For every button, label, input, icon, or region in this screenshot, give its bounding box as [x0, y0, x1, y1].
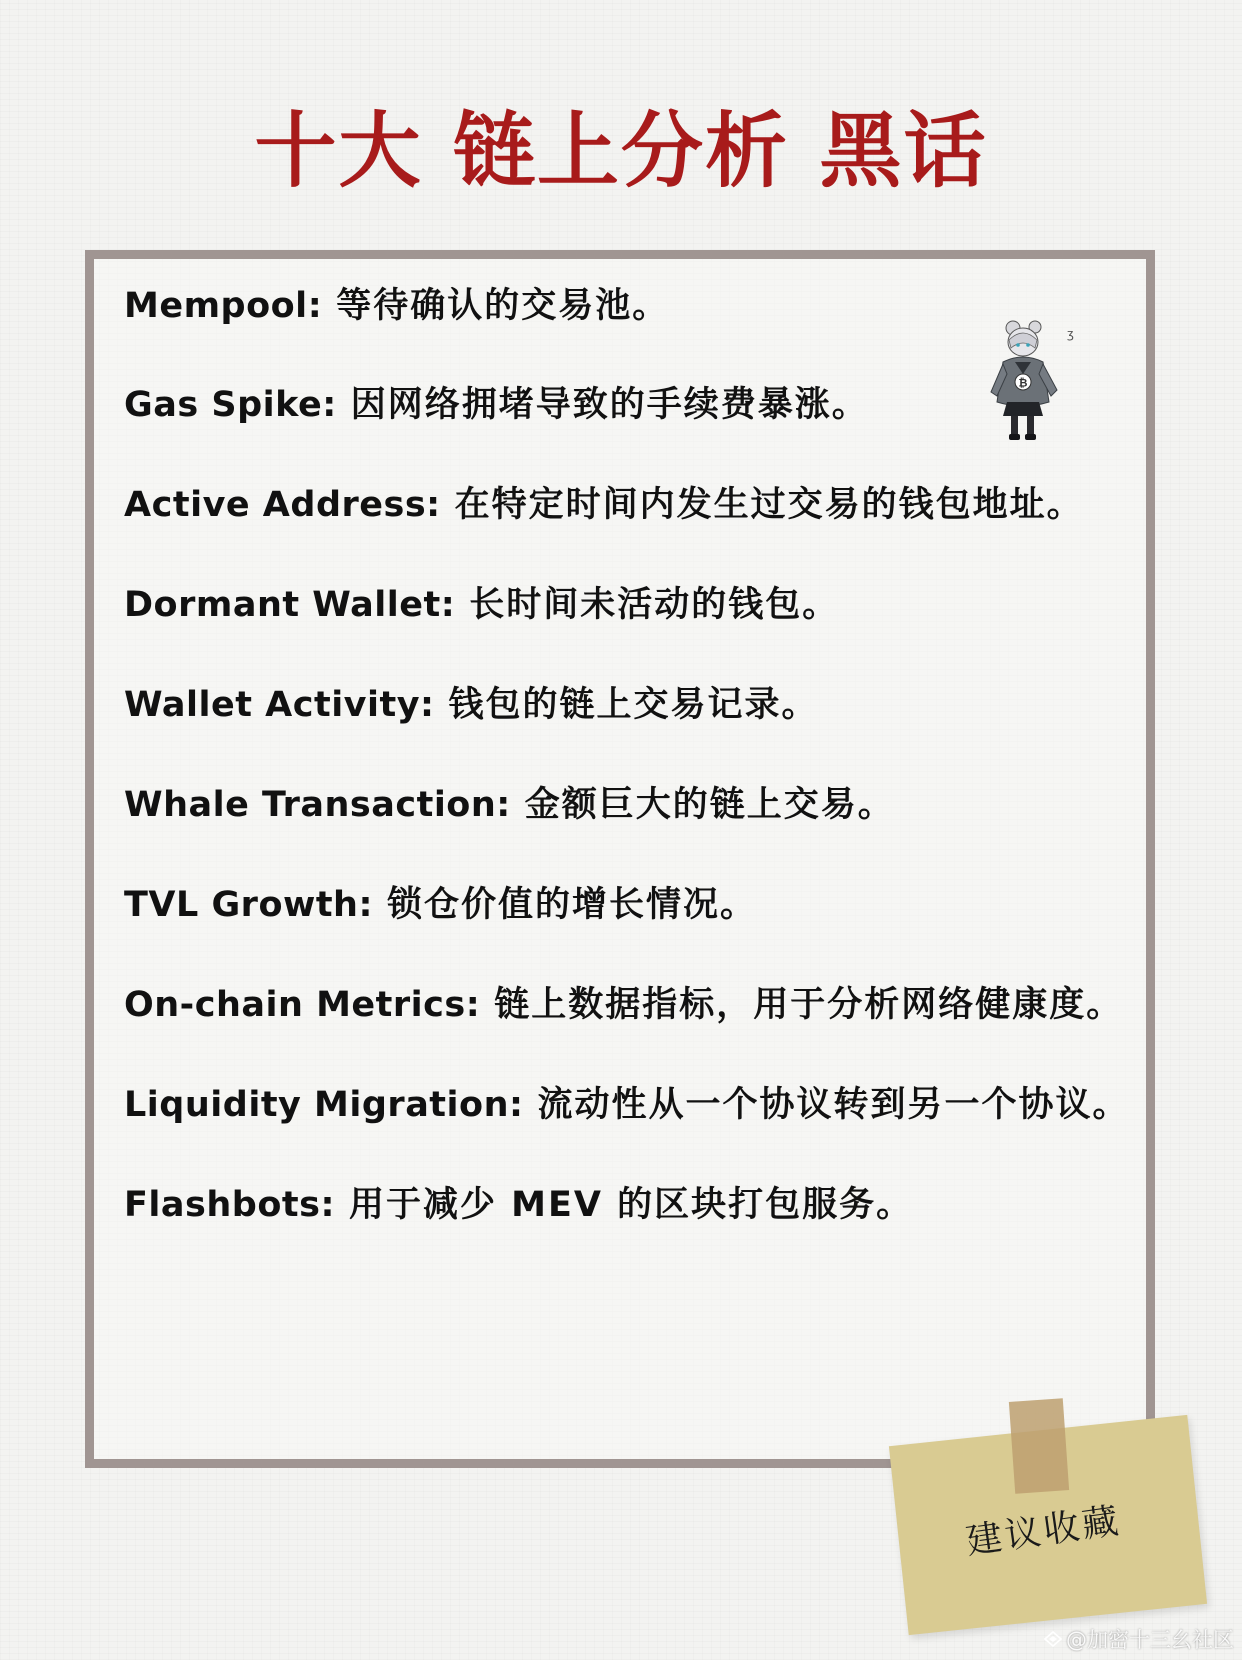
term-item	[124, 780, 895, 830]
term-definition: 钱包的链上交易记录。	[448, 685, 819, 725]
term-definition: 等待确认的交易池。	[336, 286, 670, 326]
term-separator: :	[426, 485, 441, 525]
term-item	[124, 380, 869, 430]
term-definition: 链上数据指标，用于分析网络健康度。	[494, 985, 1124, 1025]
sticky-note-text: 建议收藏	[963, 1500, 1124, 1563]
bitcoin-mascot-icon	[985, 318, 1083, 443]
term-separator: :	[420, 685, 435, 725]
term-name: Dormant Wallet	[124, 585, 441, 625]
term-separator: :	[320, 1185, 335, 1225]
term-name: Liquidity Migration	[124, 1085, 509, 1125]
term-item	[124, 281, 669, 331]
term-separator: :	[465, 985, 481, 1025]
term-separator: :	[509, 1085, 524, 1125]
term-separator: :	[307, 286, 323, 326]
term-item	[124, 880, 757, 930]
term-name: Mempool	[124, 286, 308, 326]
term-separator: :	[440, 585, 456, 625]
term-name: Flashbots	[124, 1185, 321, 1225]
term-separator: :	[322, 385, 337, 425]
term-item	[124, 1080, 1130, 1130]
term-item	[124, 680, 819, 730]
term-item	[124, 480, 1084, 530]
term-separator: :	[496, 785, 511, 825]
term-definition: 流动性从一个协议转到另一个协议。	[537, 1085, 1130, 1125]
term-item	[124, 1180, 913, 1230]
sticky-tape	[1009, 1398, 1069, 1494]
svg-text:₿: ₿	[1018, 376, 1028, 390]
watermark	[1044, 1624, 1234, 1654]
term-definition: 用于减少 MEV 的区块打包服务。	[348, 1185, 914, 1225]
svg-text:ʒ: ʒ	[1067, 327, 1074, 341]
term-definition: 在特定时间内发生过交易的钱包地址。	[454, 485, 1084, 525]
term-item	[124, 980, 1123, 1030]
term-definition: 长时间未活动的钱包。	[469, 585, 840, 625]
term-name: TVL Growth	[124, 885, 359, 925]
term-definition: 金额巨大的链上交易。	[524, 785, 895, 825]
term-item	[124, 580, 839, 630]
term-separator: :	[358, 885, 373, 925]
term-name: Active Address	[124, 485, 427, 525]
term-name: Gas Spike	[124, 385, 323, 425]
page-title: 十大 链上分析 黑话	[254, 104, 988, 199]
term-name: Wallet Activity	[124, 685, 421, 725]
watermark-text: @加密十三幺社区	[1066, 1628, 1234, 1652]
term-definition: 因网络拥堵导致的手续费暴涨。	[350, 385, 869, 425]
term-name: Whale Transaction	[124, 785, 497, 825]
watermark-logo-icon	[1044, 1631, 1062, 1647]
term-name: On-chain Metrics	[124, 985, 466, 1025]
term-definition: 锁仓价值的增长情况。	[386, 885, 757, 925]
